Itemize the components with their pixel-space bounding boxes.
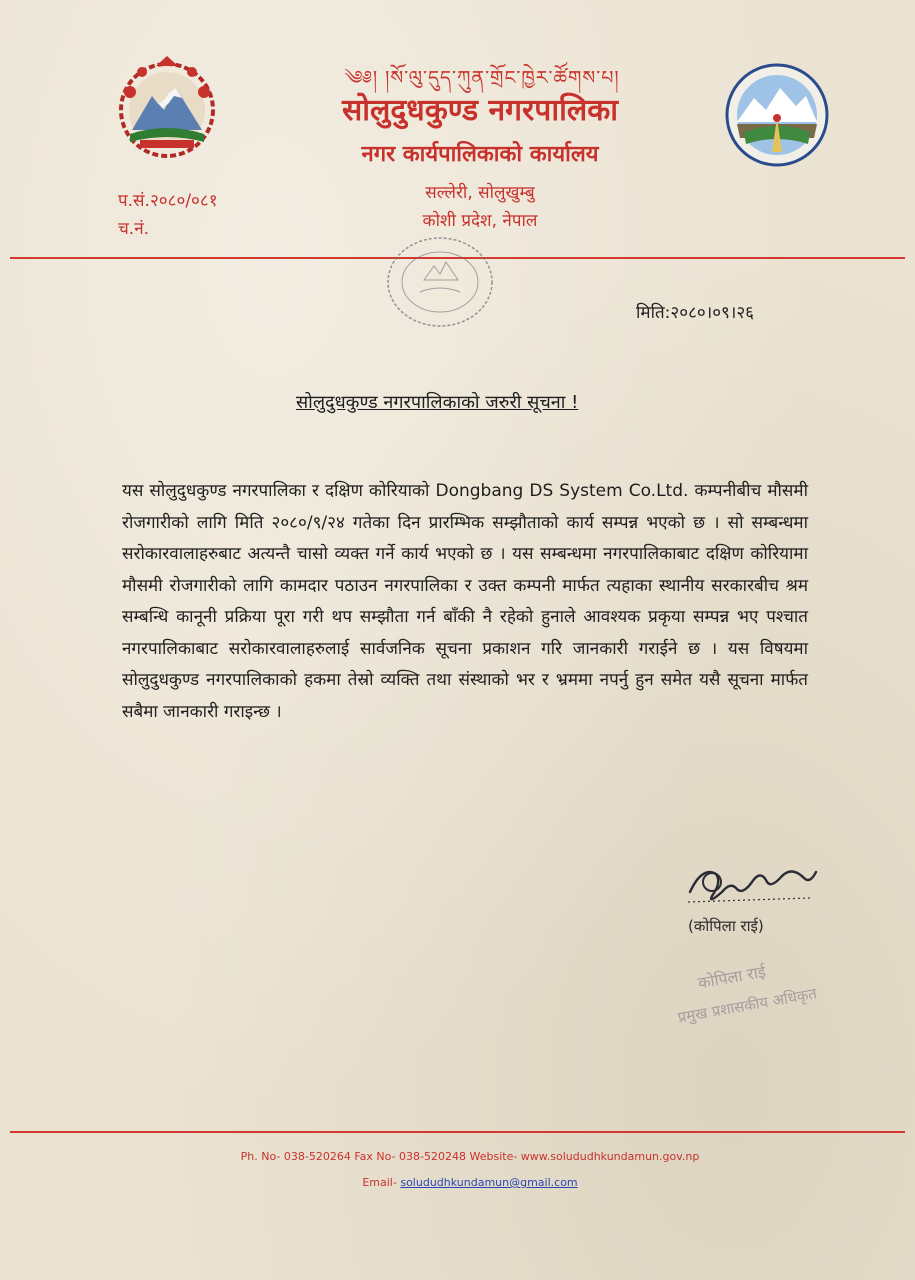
footer-divider: [10, 1131, 905, 1133]
email-label: Email-: [362, 1176, 397, 1189]
office-seal-icon: [380, 232, 500, 332]
municipality-logo-icon: [724, 62, 830, 168]
dispatch-number: च.नं.: [118, 219, 150, 239]
contact-line: Ph. No- 038-520264 Fax No- 038-520248 Website- www.solududhkundamun.gov.np: [240, 1150, 700, 1163]
signer-name: (कोपिला राई): [688, 917, 764, 935]
signature-icon: [682, 852, 822, 912]
notice-body: यस सोलुदुधकुण्ड नगरपालिका र दक्षिण कोरियाको Dongbang DS System Co.Ltd. कम्पनीबीच मौसमी रोजगारीको लागि मिति २०८०/९/२४ गतेका दिन प्रारम्भिक सम्झौताको कार्य सम्पन्न भएको छ । सो सम्बन्धमा सरोकारवालाहरुबाट अत्यन्तै चासो व्यक्त गर्ने कार्य भएको छ । यस सम्बन्धमा नगरपालिकाबाट दक्षिण कोरियामा मौसमी रोजगारीको लागि कामदार पठाउन नगरपालिका र उक्त कम्पनी मार्फत त्यहाका स्थानीय सरकारबीच श्रम सम्बन्धि कानूनी प्रक्रिया पूरा गरी थप सम्झौता गर्न बाँकी नै रहेको हुनाले आवश्यक प्रकृया सम्पन्न भए पश्चात नगरपालिकाबाट सरोकारवालाहरुलाई सार्वजनिक सूचना प्रकाशन गरि जानकारी गराईने छ । यस विषयमा सोलुदुधकुण्ड नगरपालिकाको हकमा तेस्रो व्यक्ति तथा संस्थाको भर र भ्रममा नपर्नु हुन समेत यसै सूचना मार्फत सबैमा जानकारी गराइन्छ ।: [122, 481, 808, 722]
nepal-emblem-icon: [112, 52, 222, 162]
office-name: नगर कार्यपालिकाको कार्यालय: [361, 142, 599, 167]
official-stamp-icon: [660, 938, 860, 1038]
email-line: [150, 1176, 790, 1189]
address-line-1: सल्लेरी, सोलुखुम्बु: [425, 183, 535, 203]
stamp-line-2: प्रमुख प्रशासकीय अधिकृत: [676, 984, 819, 1027]
address-line-2: कोशी प्रदेश, नेपाल: [422, 211, 538, 231]
letter-date: मिति:२०८०।०९।२६: [636, 303, 754, 323]
municipality-name: सोलुदुधकुण्ड नगरपालिका: [341, 93, 619, 128]
notice-title: सोलुदुधकुण्ड नगरपालिकाको जरुरी सूचना !: [296, 392, 579, 413]
email-link[interactable]: solududhkundamun@gmail.com: [400, 1176, 578, 1189]
tibetan-header: ༄༅། །སོ་ལུ་དུད་ཀུན་གྲོང་ཁྱེར་ཚོགས་པ།: [344, 67, 620, 89]
reference-number: प.सं.२०८०/०८१: [118, 191, 218, 211]
stamp-line-1: कोपिला राई: [696, 961, 768, 993]
